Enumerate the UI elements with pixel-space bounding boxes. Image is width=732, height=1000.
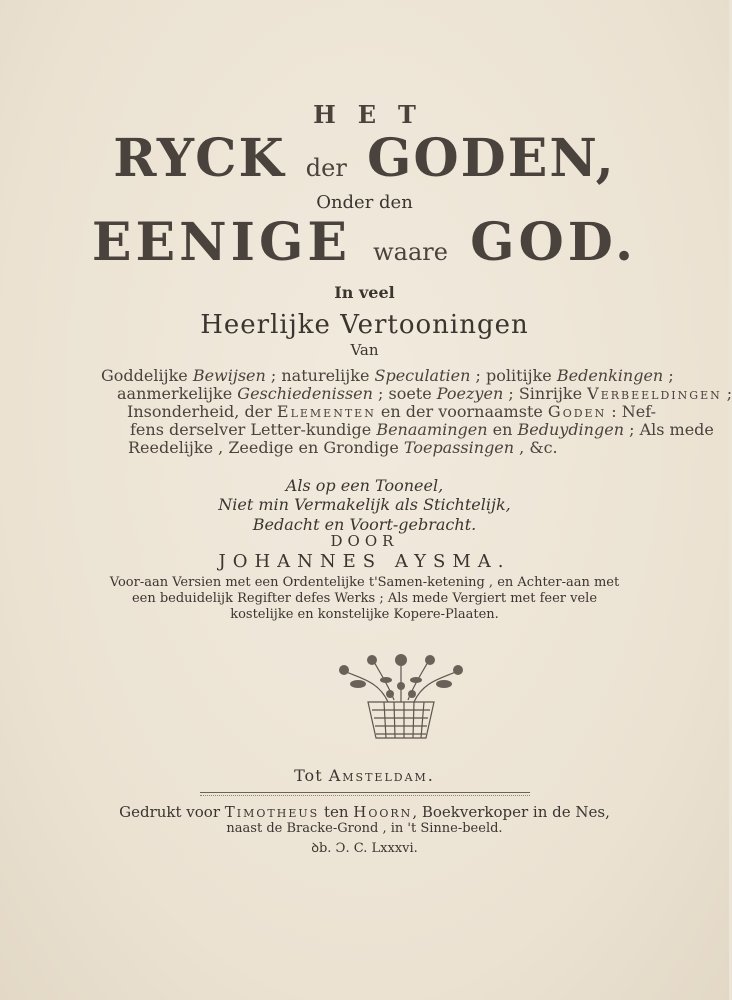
title-onder-den: Onder den xyxy=(316,192,413,213)
text-italic: Poezyen xyxy=(436,384,504,403)
imprint-date-line: ꝺb. Ɔ. C. Lxxxvi. xyxy=(311,841,418,856)
imprint-printer-line xyxy=(0,803,729,821)
body-line-1 xyxy=(101,366,674,385)
text-italic: Geschiedenissen xyxy=(237,384,373,403)
imprint-printer-name: Timotheus xyxy=(224,803,320,821)
text: Goddelijke xyxy=(101,366,193,385)
title-god: GOD. xyxy=(470,212,638,273)
body-line-4 xyxy=(130,420,714,439)
imprint-rule-dotted xyxy=(200,795,530,796)
body-line-2 xyxy=(117,384,732,403)
title-line-eenige-waare-god xyxy=(0,212,729,273)
text: ; Sinrijke xyxy=(503,384,588,403)
imprint-city-line xyxy=(0,766,729,785)
author-door: DOOR xyxy=(330,532,399,550)
motto-line-1: Als op een Tooneel, xyxy=(285,476,444,495)
text-italic: Toepassingen xyxy=(403,438,515,457)
text: ; naturelijke xyxy=(265,366,375,385)
text: en xyxy=(487,420,518,439)
text-smallcaps: Elementen xyxy=(276,402,376,421)
author-name: JOHANNES AYSMA. xyxy=(218,551,511,572)
text: , Boekverkoper in de Nes, xyxy=(412,803,610,821)
text-smallcaps: Goden xyxy=(547,402,607,421)
text-smallcaps: Verbeeldingen xyxy=(587,384,722,403)
text-italic: Bedenkingen xyxy=(556,366,664,385)
text: Gedrukt voor xyxy=(119,803,225,821)
text: en der voornaamste xyxy=(375,402,548,421)
title-van: Van xyxy=(350,341,379,359)
text: , &c. xyxy=(514,438,558,457)
title-eenige: EENIGE xyxy=(91,212,352,273)
text-italic: Speculatien xyxy=(374,366,471,385)
title-der: der xyxy=(305,154,347,182)
text-italic: Benaamingen xyxy=(376,420,488,439)
flower-basket-vignette-icon xyxy=(328,650,474,746)
text-italic: Beduydingen xyxy=(517,420,624,439)
motto-line-3: Bedacht en Voort-gebracht. xyxy=(252,515,477,534)
text: ; xyxy=(721,384,732,403)
text: ; politijke xyxy=(470,366,557,385)
text: : Nef- xyxy=(606,402,656,421)
title-ryck: RYCK xyxy=(113,128,286,189)
imprint-rule xyxy=(200,792,530,793)
body-line-5 xyxy=(128,438,558,457)
title-goden: GODEN, xyxy=(366,128,616,189)
contents-line-3: kostelijke en konstelijke Kopere-Plaaten. xyxy=(230,607,499,622)
title-heerlijke-vertooningen: Heerlijke Vertooningen xyxy=(200,310,529,340)
text: Insonderheid, der xyxy=(127,402,277,421)
imprint-address-line: naast de Bracke-Grond , in 't Sinne-beeld. xyxy=(226,821,503,836)
text: ten xyxy=(319,803,354,821)
title-in-veel: In veel xyxy=(334,283,395,302)
body-line-3 xyxy=(127,402,656,421)
text: Reedelijke , Zeedige en Grondige xyxy=(128,438,404,457)
imprint-city: Amsteldam. xyxy=(328,766,435,785)
text: fens derselver Letter-kundige xyxy=(130,420,377,439)
title-waare: waare xyxy=(373,238,448,266)
imprint-printer-surname: Hoorn xyxy=(353,803,413,821)
title-het: HET xyxy=(313,100,438,129)
text: ; xyxy=(663,366,674,385)
motto-line-2: Niet min Vermakelijk als Stichtelijk, xyxy=(218,495,511,514)
title-line-ryck-der-goden xyxy=(0,128,729,189)
text: ; soete xyxy=(372,384,437,403)
contents-line-2: een beduidelijk Regifter defes Werks ; Als mede Vergiert met feer vele xyxy=(131,591,598,606)
text-italic: Bewijsen xyxy=(192,366,266,385)
imprint-tot: Tot xyxy=(294,766,323,785)
text: aanmerkelijke xyxy=(117,384,238,403)
contents-line-1: Voor-aan Versien met een Ordentelijke t'Samen-ketening , en Achter-aan met xyxy=(109,575,620,590)
text: ; Als mede xyxy=(624,420,714,439)
